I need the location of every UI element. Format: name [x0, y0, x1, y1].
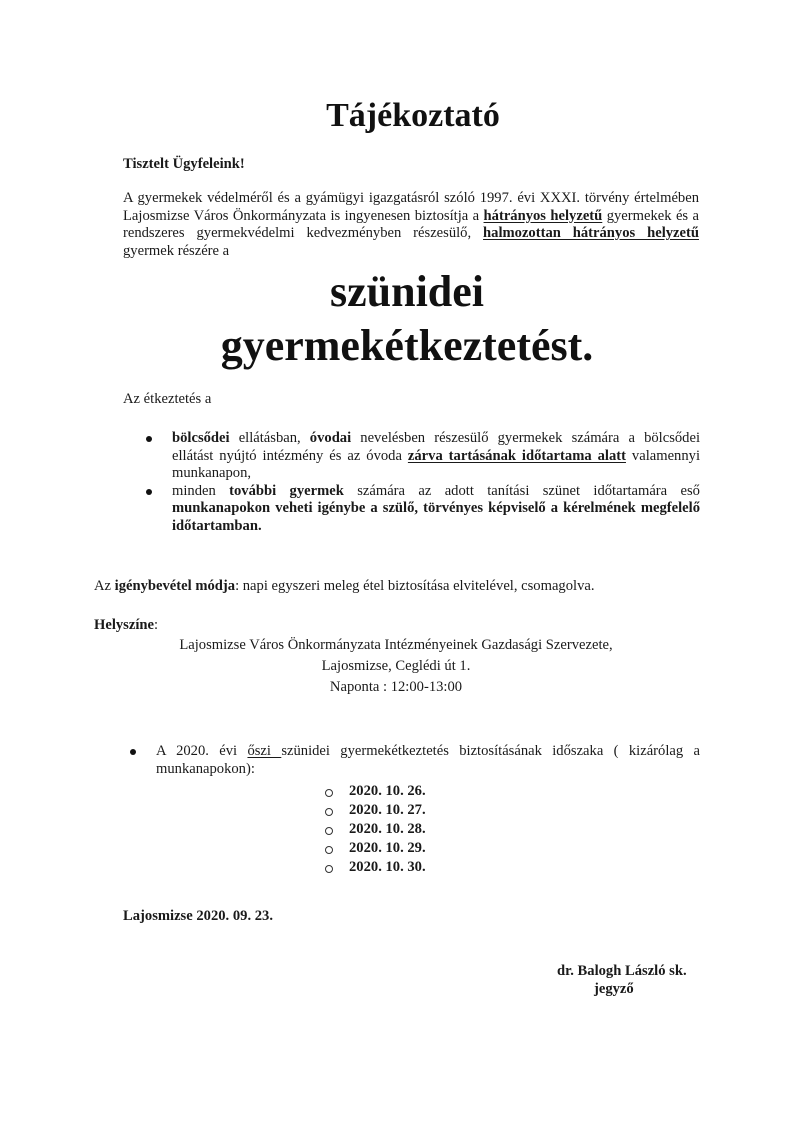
headline-line-1: szünidei — [329, 267, 485, 316]
date-value: 2020. 10. 30. — [349, 859, 426, 875]
location-label — [94, 617, 158, 635]
intro-text-2: gyermekek és a rendszeres gyermekvédelmi kedvezményben részesülő, — [123, 207, 699, 241]
document-title: Tájékoztató — [326, 97, 500, 134]
bullet-icon — [146, 489, 152, 495]
circle-bullet-icon — [325, 846, 333, 854]
location-hours: Naponta : 12:00-13:00 — [329, 679, 463, 695]
kindergarten-label: óvodai — [309, 430, 352, 446]
usage-mode — [94, 578, 595, 596]
greeting: Tisztelt Ügyfeleink! — [123, 156, 245, 172]
location-address: Lajosmizse, Ceglédi út 1. — [321, 658, 471, 674]
item-text: minden — [172, 482, 230, 499]
workdays-emphasis: munkanapokon veheti igénybe a szülő, törvényes képviselő a kérelmének megfelelő időtartamban. — [172, 500, 700, 534]
intro-emphasis-multiply-disadvantaged: halmozottan hátrányos helyzetű — [483, 225, 699, 241]
eligibility-item — [146, 430, 700, 483]
place-and-date: Lajosmizse 2020. 09. 23. — [123, 908, 273, 924]
eligibility-list — [146, 430, 700, 535]
nursery-label: bölcsődei — [172, 430, 230, 446]
period-text: A 2020. évi — [156, 743, 248, 759]
date-item — [324, 840, 426, 859]
date-item — [324, 783, 426, 802]
circle-bullet-icon — [325, 827, 333, 835]
season-label: őszi — [247, 743, 282, 759]
date-value: 2020. 10. 27. — [349, 802, 426, 818]
circle-bullet-icon — [325, 789, 333, 797]
item-text: számára az adott tanítási szünet időtartamára eső — [343, 482, 700, 499]
location-label-text: Helyszíne — [94, 617, 154, 633]
item-text: valamennyi munkanapon, — [172, 447, 700, 481]
usage-mode-label: igénybevétel módja — [114, 578, 236, 594]
date-item — [324, 821, 426, 840]
headline-period: . — [582, 321, 594, 370]
closure-period-emphasis: zárva tartásának időtartama alatt — [407, 447, 626, 464]
intro-paragraph — [123, 190, 699, 260]
intro-text-3: gyermek részére a — [123, 242, 230, 259]
intro-text-1: A gyermekek védelméről és a gyámügyi igazgatásról szóló 1997. évi XXXI. törvény értelmében Lajosmizse Város Önkormányzata is ingyenesen biztosítja a — [123, 190, 699, 224]
date-value: 2020. 10. 29. — [349, 840, 426, 856]
date-value: 2020. 10. 26. — [349, 783, 426, 799]
usage-mode-text: : napi egyszeri meleg étel biztosítása elvitelével, csomagolva. — [235, 578, 595, 594]
signatory-title: jegyző — [594, 981, 634, 997]
item-text: nevelésben részesülő gyermekek számára a bölcsődei ellátást nyújtó intézmény és az óvoda — [172, 430, 700, 464]
other-children-label: további gyermek — [229, 482, 344, 499]
date-item — [324, 859, 426, 878]
headline-line-2 — [10, 322, 794, 370]
period-list — [130, 743, 700, 778]
circle-bullet-icon — [325, 808, 333, 816]
eligibility-item — [146, 483, 700, 536]
location-colon: : — [154, 617, 159, 633]
date-value: 2020. 10. 28. — [349, 821, 426, 837]
period-text: szünidei gyermekétkeztetés biztosításának időszaka ( kizárólag a munkanapokon): — [156, 743, 700, 777]
circle-bullet-icon — [325, 865, 333, 873]
location-line-1: Lajosmizse Város Önkormányzata Intézményeinek Gazdasági Szervezete, — [179, 637, 613, 653]
usage-mode-prefix: Az — [94, 578, 115, 594]
headline-word: gyermekétkeztetést — [220, 321, 583, 370]
bullet-icon — [146, 436, 152, 442]
signatory-name: dr. Balogh László sk. — [557, 963, 687, 979]
intro-emphasis-disadvantaged: hátrányos helyzetű — [483, 207, 603, 224]
date-item — [324, 802, 426, 821]
meals-intro: Az étkeztetés a — [123, 391, 212, 407]
date-list — [324, 783, 426, 878]
bullet-icon — [130, 749, 136, 755]
item-text: ellátásban, — [229, 430, 310, 446]
period-item — [130, 743, 700, 778]
